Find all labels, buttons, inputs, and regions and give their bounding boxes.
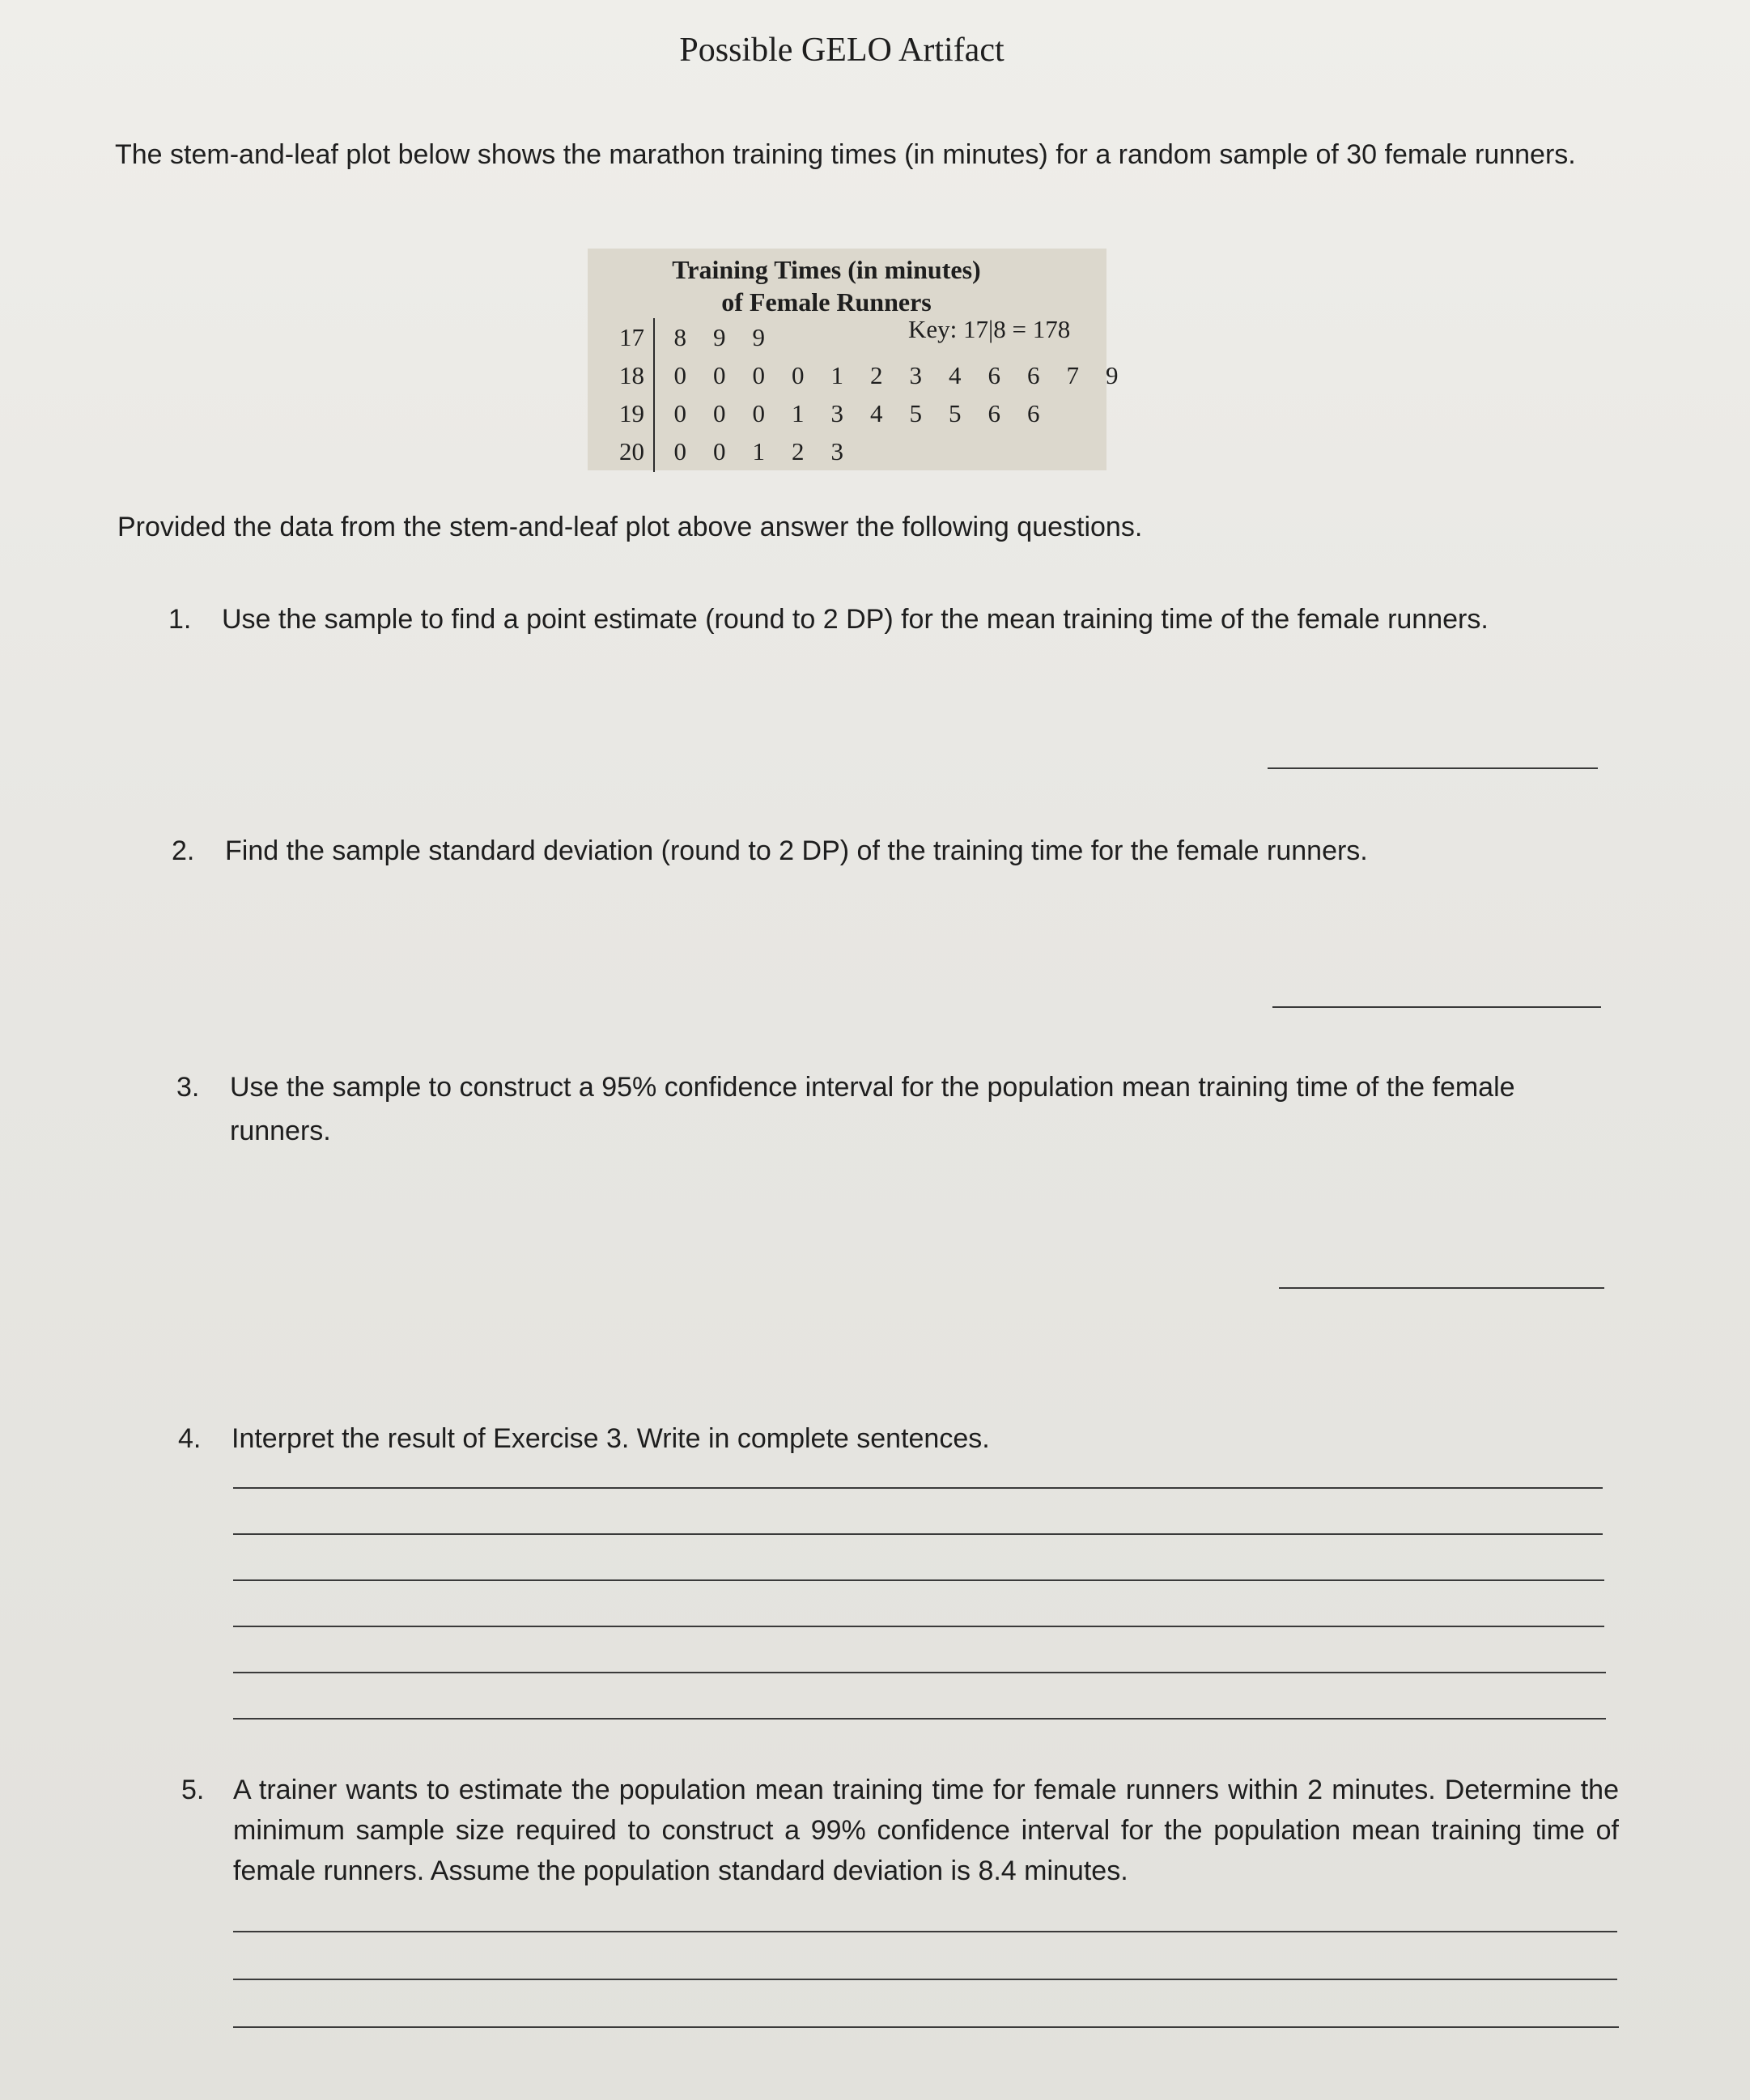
- leaf: 9: [713, 323, 726, 351]
- stem-19: 19: [619, 399, 644, 427]
- leaf: 3: [909, 361, 922, 389]
- leaf: 4: [949, 361, 962, 389]
- leaf: 6: [1027, 399, 1040, 427]
- leaf: 1: [792, 399, 805, 427]
- leaf: 9: [1106, 361, 1119, 389]
- answer-line-4f[interactable]: [233, 1718, 1606, 1720]
- question-number: 1.: [168, 604, 192, 635]
- leaf: 0: [673, 361, 686, 389]
- stem-divider: [653, 318, 655, 472]
- page-title: Possible GELO Artifact: [679, 32, 1005, 69]
- answer-line-5a[interactable]: [233, 1931, 1617, 1932]
- leaf: 6: [988, 361, 1000, 389]
- plot-title-line2: of Female Runners: [721, 287, 932, 317]
- leaf: 0: [792, 361, 805, 389]
- stem-20: 20: [619, 437, 644, 465]
- leaf-row-18: [660, 359, 1132, 397]
- leaf: 1: [752, 437, 765, 465]
- answer-line-4c[interactable]: [233, 1579, 1604, 1581]
- leaf: 6: [988, 399, 1000, 427]
- question-text-line1: Use the sample to construct a 95% confidence interval for the population mean training time of the female: [230, 1072, 1515, 1103]
- question-text-line2: runners.: [230, 1116, 331, 1146]
- question-5-text: A trainer wants to estimate the population mean training time for female runners within 2 minutes. Determine the minimum sample size required to construct a 99% confidence interval for the population mean training time of female runners. Assume the population standard deviation is 8.4 minutes.: [233, 1775, 1619, 1886]
- question-number: 5.: [181, 1775, 205, 1805]
- leaf: 7: [1066, 361, 1079, 389]
- leaf: 5: [949, 399, 962, 427]
- leaf: 0: [673, 399, 686, 427]
- leaf: 5: [909, 399, 922, 427]
- leaf: 0: [713, 437, 726, 465]
- answer-line-4e[interactable]: [233, 1672, 1606, 1673]
- plot-key: Key: 17|8 = 178: [908, 315, 1071, 343]
- stem-and-leaf-plot: [588, 249, 1119, 470]
- leaf: 6: [1027, 361, 1040, 389]
- leaf: 0: [673, 437, 686, 465]
- answer-line-4b[interactable]: [233, 1533, 1603, 1535]
- question-text: Find the sample standard deviation (round to 2 DP) of the training time for the female runners.: [225, 835, 1368, 866]
- intro-paragraph: The stem-and-leaf plot below shows the marathon training times (in minutes) for a random sample of 30 female runners.: [115, 139, 1576, 170]
- leaf-row-20: [660, 436, 1132, 474]
- leaf: 3: [830, 437, 843, 465]
- answer-line-4a[interactable]: [233, 1487, 1603, 1489]
- answer-line-1[interactable]: [1268, 767, 1598, 769]
- plot-title-line1: Training Times (in minutes): [672, 255, 981, 284]
- leaf: 0: [713, 361, 726, 389]
- question-3: [176, 1067, 1633, 1156]
- leaf: 0: [713, 399, 726, 427]
- leaf: 0: [752, 399, 765, 427]
- leaf: 9: [752, 323, 765, 351]
- leaf-row-17: [660, 321, 1132, 359]
- leaf: 1: [830, 361, 843, 389]
- question-number: 4.: [178, 1423, 202, 1454]
- question-number: 3.: [176, 1072, 200, 1103]
- question-text: Interpret the result of Exercise 3. Write in complete sentences.: [231, 1423, 990, 1454]
- answer-line-5c[interactable]: [233, 2026, 1619, 2028]
- leaf-row-19: [660, 397, 1132, 436]
- leaf: 0: [752, 361, 765, 389]
- stem-17: 17: [619, 323, 644, 351]
- answer-line-5b[interactable]: [233, 1979, 1617, 1980]
- stem-18: 18: [619, 361, 644, 389]
- leaf: 2: [792, 437, 805, 465]
- plot-stems: [596, 321, 644, 474]
- leaf: 2: [870, 361, 883, 389]
- plot-title: [588, 253, 1065, 318]
- leaf: 4: [870, 399, 883, 427]
- answer-line-2[interactable]: [1272, 1006, 1601, 1008]
- plot-leaves: [660, 321, 1132, 474]
- leaf: 8: [673, 323, 686, 351]
- instructions: Provided the data from the stem-and-leaf plot above answer the following questions.: [117, 512, 1143, 542]
- question-text: Use the sample to find a point estimate (round to 2 DP) for the mean training time of the female runners.: [222, 604, 1489, 635]
- question-number: 2.: [172, 835, 195, 866]
- answer-line-3[interactable]: [1279, 1287, 1604, 1289]
- answer-line-4d[interactable]: [233, 1626, 1604, 1627]
- leaf: 3: [830, 399, 843, 427]
